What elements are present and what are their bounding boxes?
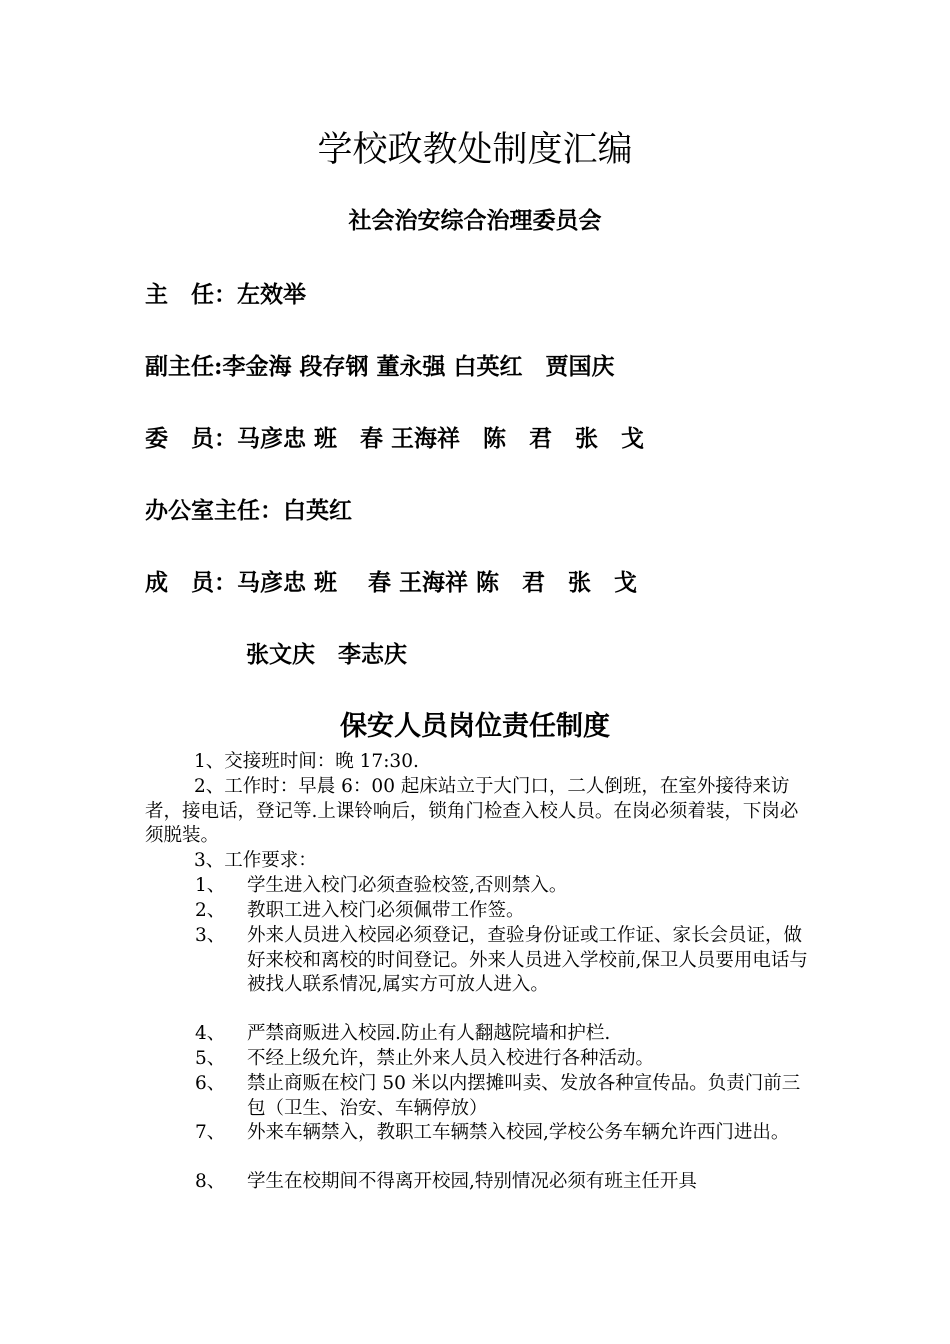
document-title: 学校政教处制度汇编: [317, 130, 633, 170]
paragraph-2-text: 2、工作时：早晨 6：00 起床站立于大门口，二人倒班，在室外接待来访者，接电话，登记等.上课铃响后，锁角门检查入校人员。在岗必须着装，下岗必须脱装。: [145, 776, 799, 846]
paragraph-2: [145, 775, 810, 849]
list-item-number: 6、: [195, 1073, 226, 1094]
committee-director: 主 任：左效举: [145, 281, 306, 308]
paragraph-1: [145, 750, 810, 775]
list-item-number: 2、: [195, 900, 226, 921]
list-item-number: 7、: [195, 1122, 226, 1143]
list-item: [195, 1170, 810, 1195]
list-item: [195, 1047, 810, 1072]
list-item-number: 3、: [195, 925, 226, 946]
list-item: [195, 924, 810, 998]
committee-staff-continued: 张文庆 李志庆: [246, 641, 407, 668]
committee-name: 社会治安综合治理委员会: [348, 207, 602, 234]
list-item-number: 5、: [195, 1048, 226, 1069]
committee-members: 委 员：马彦忠 班 春 王海祥 陈 君 张 戈: [145, 425, 645, 452]
list-item: [195, 1072, 810, 1121]
committee-staff: 成 员：马彦忠 班 春 王海祥 陈 君 张 戈: [145, 569, 638, 596]
list-item-text: 学生进入校门必须查验校签,否则禁入。: [247, 875, 568, 896]
list-item-text: 外来车辆禁入，教职工车辆禁入校园,学校公务车辆允许西门进出。: [247, 1122, 790, 1143]
committee-office-head: 办公室主任：白英红: [145, 497, 352, 524]
list-item-text: 学生在校期间不得离开校园,特别情况必须有班主任开具: [247, 1171, 697, 1192]
list-item: [195, 874, 810, 899]
committee-vice-director: 副主任:李金海 段存钢 董永强 白英红 贾国庆: [145, 353, 615, 380]
list-item-number: 8、: [195, 1171, 226, 1192]
paragraph-1-text: 1、交接班时间：晚 17:30.: [194, 751, 419, 772]
list-item-text: 严禁商贩进入校园.防止有人翻越院墙和护栏.: [247, 1023, 611, 1044]
list-item: [195, 1022, 810, 1047]
list-item-text: 禁止商贩在校门 50 米以内摆摊叫卖、发放各种宣传品。负责门前三包（卫生、治安、车辆停放）: [247, 1073, 801, 1119]
list-item-text: 不经上级允许，禁止外来人员入校进行各种活动。: [247, 1048, 655, 1069]
list-item-text: 教职工进入校门必须佩带工作签。: [247, 900, 525, 921]
paragraph-3-text: 3、工作要求：: [194, 850, 317, 871]
list-item: [195, 899, 810, 924]
list-item-text: 外来人员进入校园必须登记，查验身份证或工作证、家长会员证，做好来校和离校的时间登记。外来人员进入学校前,保卫人员要用电话与被找人联系情况,属实方可放人进入。: [247, 925, 808, 995]
paragraph-3: [145, 849, 810, 874]
list-item-number: 4、: [195, 1023, 226, 1044]
list-item: [195, 1121, 810, 1146]
section-title: 保安人员岗位责任制度: [340, 711, 610, 742]
list-item-number: 1、: [195, 875, 226, 896]
